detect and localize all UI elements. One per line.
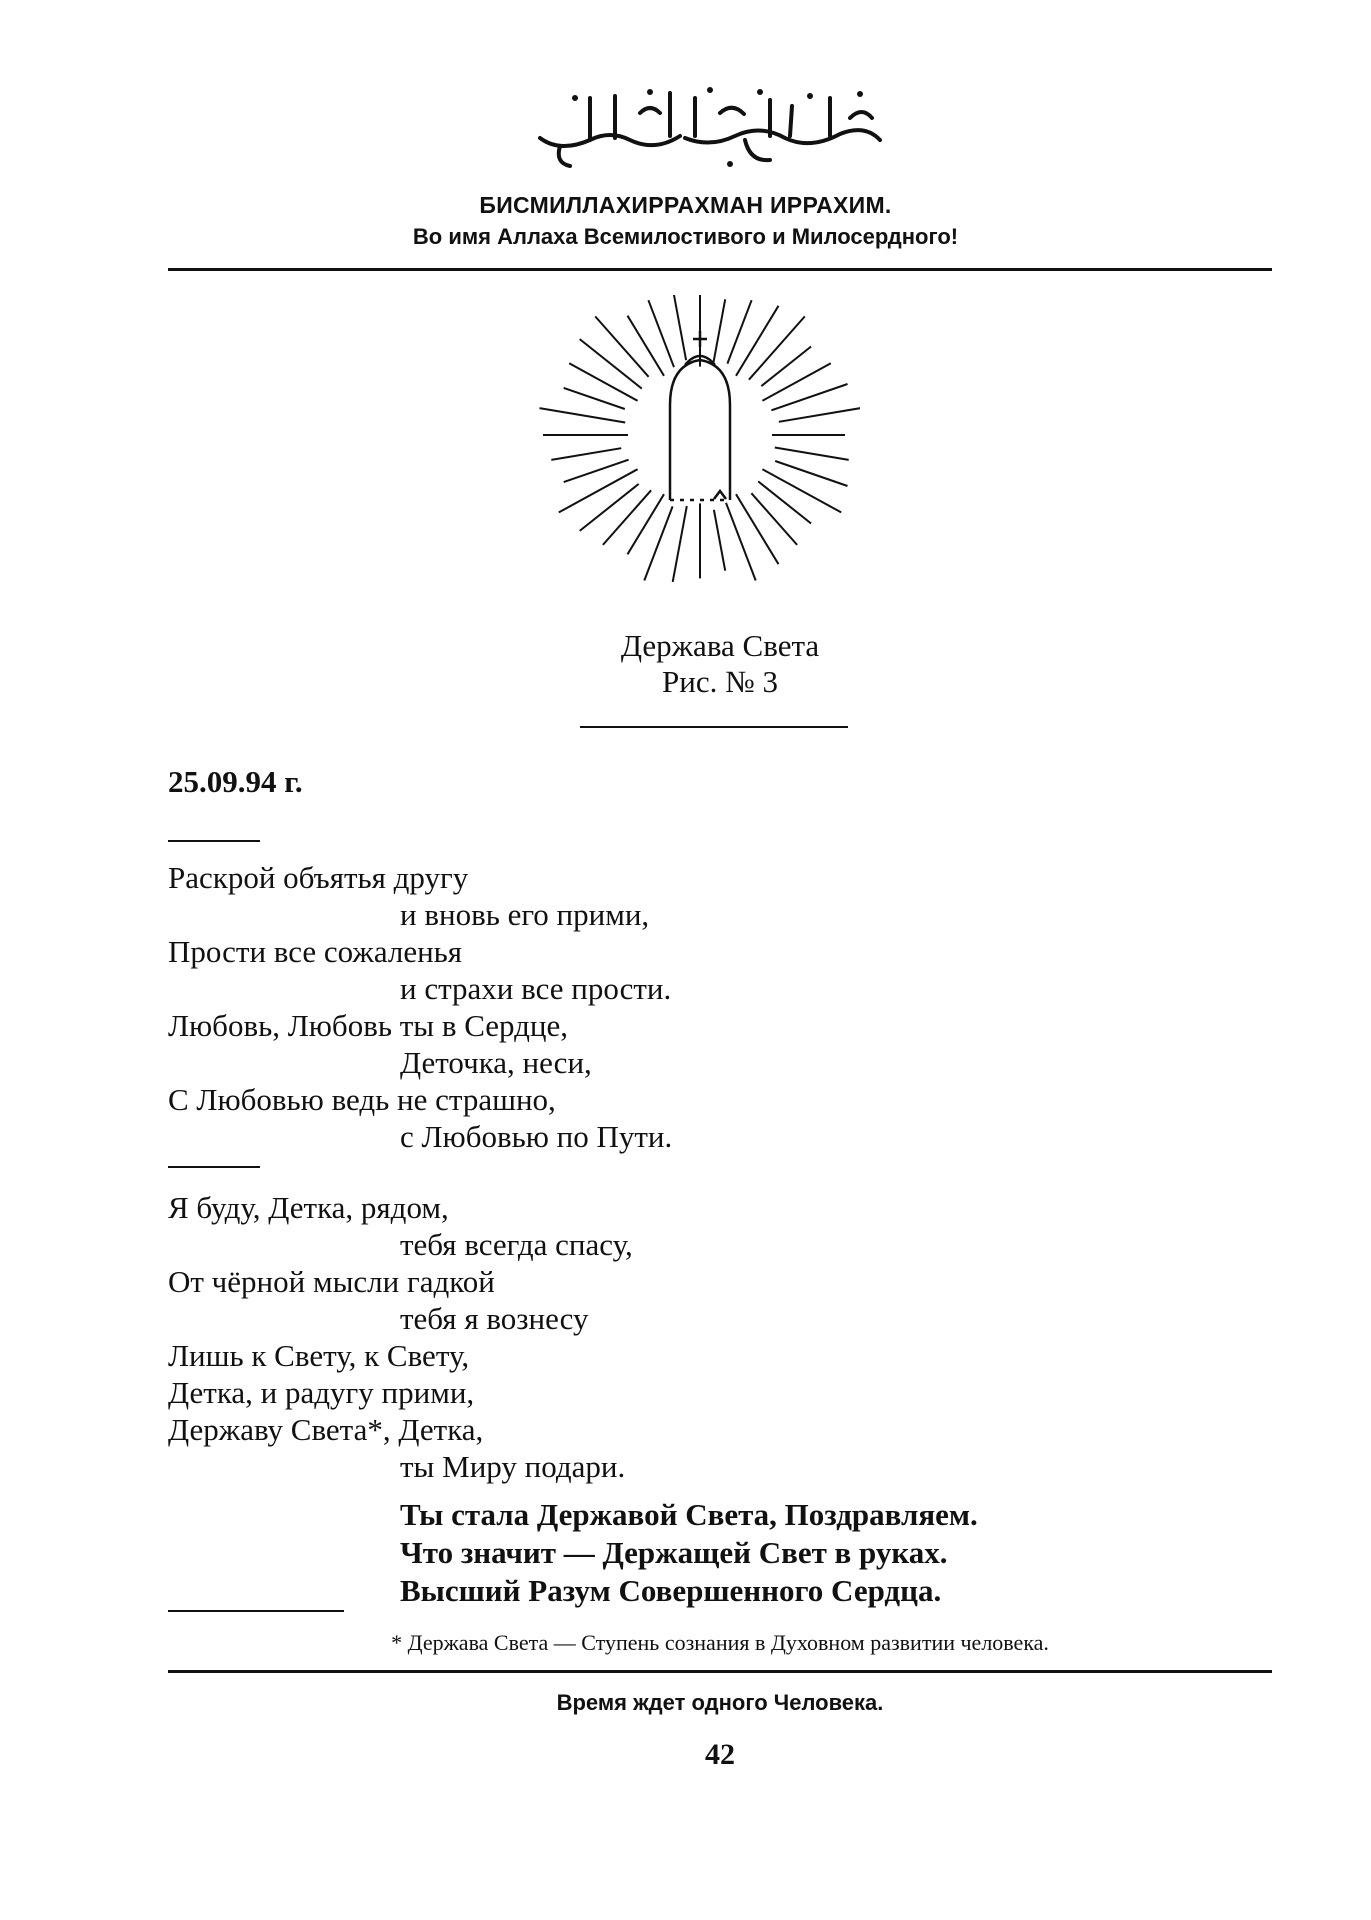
verse-line: тебя всегда спасу, (400, 1227, 633, 1262)
calligraphy-basmala (520, 78, 900, 173)
verse-line: Державу Света*, Детка, (168, 1412, 484, 1447)
light-ray (603, 490, 651, 545)
light-ray (726, 503, 756, 581)
light-ray (673, 506, 687, 582)
light-ray (771, 384, 847, 410)
light-ray (751, 493, 797, 545)
verse-line: с Любовью по Пути. (400, 1119, 673, 1154)
light-ray (673, 295, 686, 360)
bold-line: Высший Разум Совершенного Сердца. (400, 1573, 942, 1608)
verse-line: и страхи все прости. (400, 971, 672, 1006)
poem-date: 25.09.94 г. (168, 764, 303, 799)
verse-line: Раскрой объятья другу (168, 860, 469, 895)
verse-line: От чёрной мысли гадкой (168, 1264, 495, 1299)
page-number: 42 (705, 1738, 735, 1771)
light-ray (540, 408, 626, 422)
light-ray (762, 469, 841, 512)
verse-line: Любовь, Любовь ты в Сердце, (168, 1008, 569, 1043)
verse-line: тебя я вознесу (400, 1301, 589, 1336)
light-ray (569, 363, 637, 401)
light-ray (644, 506, 672, 580)
verse-line: ты Миру подари. (400, 1449, 626, 1484)
light-ray (727, 300, 751, 363)
caption-divider (580, 726, 848, 728)
light-ray (595, 316, 648, 376)
light-ray (551, 448, 621, 460)
light-ray (749, 316, 805, 379)
light-ray (580, 484, 639, 531)
bold-line: Что значит — Держащей Свет в руках. (400, 1535, 948, 1570)
light-ray (758, 481, 811, 523)
verse-line: и вновь его прими, (400, 897, 650, 932)
verse-line: Лишь к Свету, к Свету, (168, 1338, 470, 1373)
light-ray (564, 388, 625, 409)
light-ray (775, 448, 849, 460)
light-ray (714, 510, 725, 571)
light-ray (559, 469, 638, 512)
stanza-divider (168, 1166, 260, 1168)
verse-line: С Любовью ведь не страшно, (168, 1082, 556, 1117)
stanza-divider (168, 840, 260, 842)
radiant-dome-icon (530, 295, 860, 605)
light-ray (713, 299, 725, 364)
footnote: * Держава Света — Ступень сознания в Духовном развитии человека. (391, 1630, 1049, 1655)
light-ray (779, 408, 860, 422)
verse-line: Детка, и радугу прими, (168, 1375, 475, 1410)
light-ray (761, 347, 811, 387)
light-ray (762, 363, 830, 401)
light-ray (736, 494, 779, 564)
light-ray (736, 306, 779, 376)
footnote-divider (168, 1610, 344, 1612)
header-subtitle: Во имя Аллаха Всемилостивого и Милосердного! (412, 224, 959, 249)
figure-caption-number: Рис. № 3 (662, 664, 778, 699)
verse-line: Я буду, Детка, рядом, (168, 1190, 449, 1225)
running-footer: Время ждет одного Человека. (556, 1690, 884, 1715)
bottom-divider (168, 1670, 1272, 1673)
header-title: БИСМИЛЛАХИРРАХМАН ИРРАХИМ. (479, 192, 892, 218)
verse-line: Деточка, неси, (400, 1045, 592, 1080)
verse-line: Прости все сожаленья (168, 934, 463, 969)
figure-caption-title: Держава Света (620, 628, 820, 663)
light-ray (580, 339, 642, 389)
top-divider (168, 268, 1272, 271)
bold-line: Ты стала Державой Света, Поздравляем. (400, 1497, 978, 1532)
